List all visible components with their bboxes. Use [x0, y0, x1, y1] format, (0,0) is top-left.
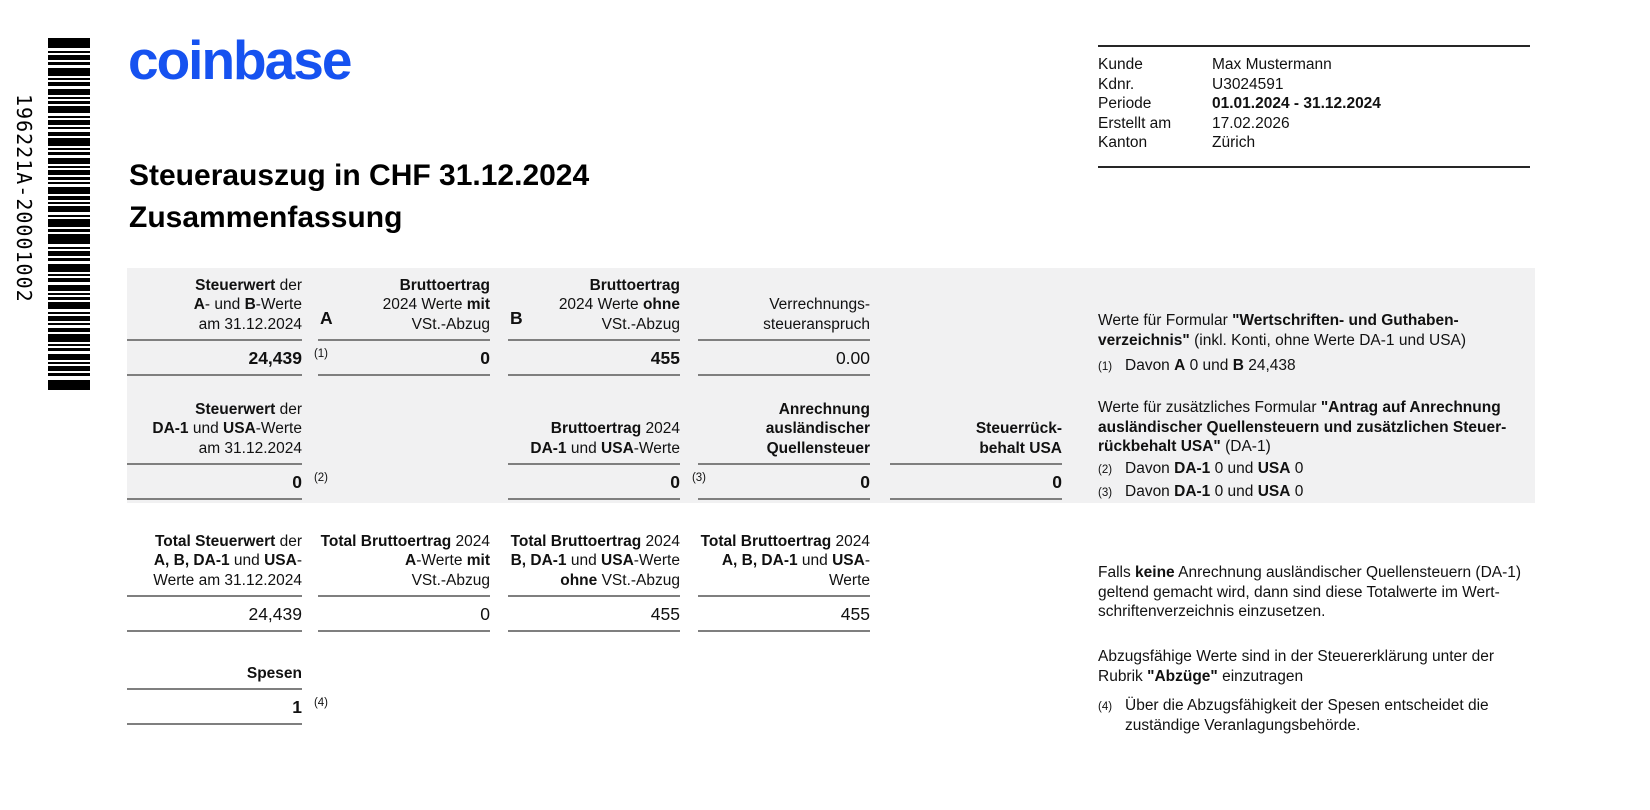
col-steuerrueckbehalt-usa [890, 396, 1062, 500]
info-row-periode [1098, 94, 1530, 114]
footnote-text: Davon DA-1 0 und USA 0 [1125, 459, 1304, 477]
col-header: Bruttoertrag 2024 Werte ohne VSt.-Abzug [508, 272, 680, 341]
col-header: Steuerwert der DA-1 und USA-Werte am 31.12.2024 [127, 396, 302, 465]
footnote-marker: (2) [313, 472, 328, 484]
col-bruttoertrag-ohne-vst [508, 272, 680, 376]
col-header: Total Bruttoertrag 2024 B, DA-1 und USA-Werte ohne VSt.-Abzug [508, 528, 680, 597]
info-row-kunde [1098, 55, 1530, 75]
col-header: Bruttoertrag 2024 DA-1 und USA-Werte [508, 396, 680, 465]
footnote-marker: (2) [1098, 463, 1113, 476]
footnote-marker: (3) [691, 472, 706, 484]
note-totalwerte: Falls keine Anrechnung ausländischer Quellensteuern (DA-1) geltend gemacht wird, dann sind diese Totalwerte im Wert- schriftenverzeichnis einzusetzen. [1098, 564, 1522, 620]
col-total-bruttoertrag-a [318, 528, 490, 632]
info-row-kanton [1098, 133, 1530, 153]
info-value: 17.02.2026 [1212, 114, 1290, 132]
col-anrechnung-quellensteuer [698, 396, 870, 500]
info-label: Erstellt am [1098, 114, 1172, 132]
footnote-text: Über die Abzugsfähigkeit der Spesen entscheidet die zuständige Veranlagungsbehörde. [1125, 697, 1489, 734]
col-value: 0 (3) [508, 465, 680, 500]
note-text: Werte für Formular "Wertschriften- und Guthaben- verzeichnis" (inkl. Konti, ohne Werte DA-1 und USA) [1098, 312, 1467, 349]
col-total-bruttoertrag-alle [698, 528, 870, 632]
info-value: U3024591 [1212, 75, 1284, 93]
footnote-marker: (4) [1098, 701, 1113, 713]
col-value: 455 [698, 597, 870, 632]
col-value: 0 [698, 465, 870, 500]
footnote-2 [1098, 459, 1538, 481]
col-header: Bruttoertrag 2024 Werte mit VSt.-Abzug [318, 272, 490, 341]
col-header: Anrechnung ausländischer Quellensteuer [698, 396, 870, 465]
col-header: Steuerrück- behalt USA [890, 396, 1062, 465]
col-verrechnungssteueranspruch [698, 272, 870, 376]
coinbase-logo: coinbase [128, 29, 351, 91]
footnote-text: Davon A 0 und B 24,438 [1125, 357, 1296, 374]
note-wertschriftenverzeichnis [1098, 311, 1538, 378]
col-value: 1 (4) [127, 690, 302, 725]
col-header: Steuerwert der A- und B-Werte am 31.12.2024 [127, 272, 302, 341]
info-row-erstellt-am [1098, 114, 1530, 134]
col-header: Total Bruttoertrag 2024 A, B, DA-1 und USA- Werte [698, 528, 870, 597]
column-letter-a: A [320, 308, 333, 328]
footnote-marker: (4) [313, 697, 328, 709]
col-value: 0 [318, 597, 490, 632]
footnote-marker: (3) [1098, 487, 1113, 499]
col-header: Spesen [127, 656, 302, 690]
footnote-marker: (1) [1098, 361, 1113, 373]
footnote-1 [1098, 356, 1538, 378]
info-value: Zürich [1212, 134, 1256, 151]
col-value: 0 (2) [127, 465, 302, 500]
col-total-bruttoertrag-b-da1-usa [508, 528, 680, 632]
col-bruttoertrag-mit-vst [318, 272, 490, 376]
col-header: Total Bruttoertrag 2024 A-Werte mit VSt.-Abzug [318, 528, 490, 597]
customer-info-block [1098, 45, 1530, 168]
info-label: Kdnr. [1098, 75, 1135, 93]
info-label: Kunde [1098, 56, 1143, 73]
col-spesen [127, 656, 328, 725]
column-letter-b: B [510, 308, 523, 328]
col-header: Verrechnungs- steueranspruch [698, 272, 870, 341]
page-title [129, 155, 589, 239]
col-value: 0.00 [698, 341, 870, 376]
col-value: 0 [890, 465, 1062, 500]
info-label: Kanton [1098, 134, 1148, 151]
note-text: Werte für zusätzliches Formular "Antrag auf Anrechnung ausländischer Quellensteuern und zusätzlichen Steuer- rückbehalt USA" (DA-1) [1098, 399, 1507, 455]
col-value: 455 [508, 597, 680, 632]
footnote-4 [1098, 696, 1538, 735]
barcode-number: 196221A-20001002 [12, 94, 36, 303]
info-value: Max Mustermann [1212, 56, 1332, 73]
footnote-3 [1098, 482, 1538, 504]
col-steuerwert-ab [127, 272, 328, 376]
col-value: 24,439 (1) [127, 341, 302, 376]
col-header: Total Steuerwert der A, B, DA-1 und USA- Werte am 31.12.2024 [127, 528, 302, 597]
page-title-line2: Zusammenfassung [129, 201, 403, 234]
col-steuerwert-da1-usa [127, 396, 328, 500]
col-value: 0 [318, 341, 490, 376]
col-total-steuerwert [127, 528, 302, 632]
note-da1-formular [1098, 398, 1538, 504]
footnote-marker: (1) [313, 348, 328, 360]
col-value: 455 [508, 341, 680, 376]
info-label: Periode [1098, 95, 1152, 112]
info-row-kdnr [1098, 75, 1530, 95]
barcode [48, 38, 90, 390]
col-value: 24,439 [127, 597, 302, 632]
info-value: 01.01.2024 - 31.12.2024 [1212, 95, 1381, 112]
footnote-text: Davon DA-1 0 und USA 0 [1125, 483, 1304, 500]
page-title-line1: Steuerauszug in CHF 31.12.2024 [129, 159, 590, 192]
col-bruttoertrag-da1-usa [508, 396, 706, 500]
note-abzuege: Abzugsfähige Werte sind in der Steuererklärung unter der Rubrik "Abzüge" einzutragen [1098, 648, 1495, 685]
